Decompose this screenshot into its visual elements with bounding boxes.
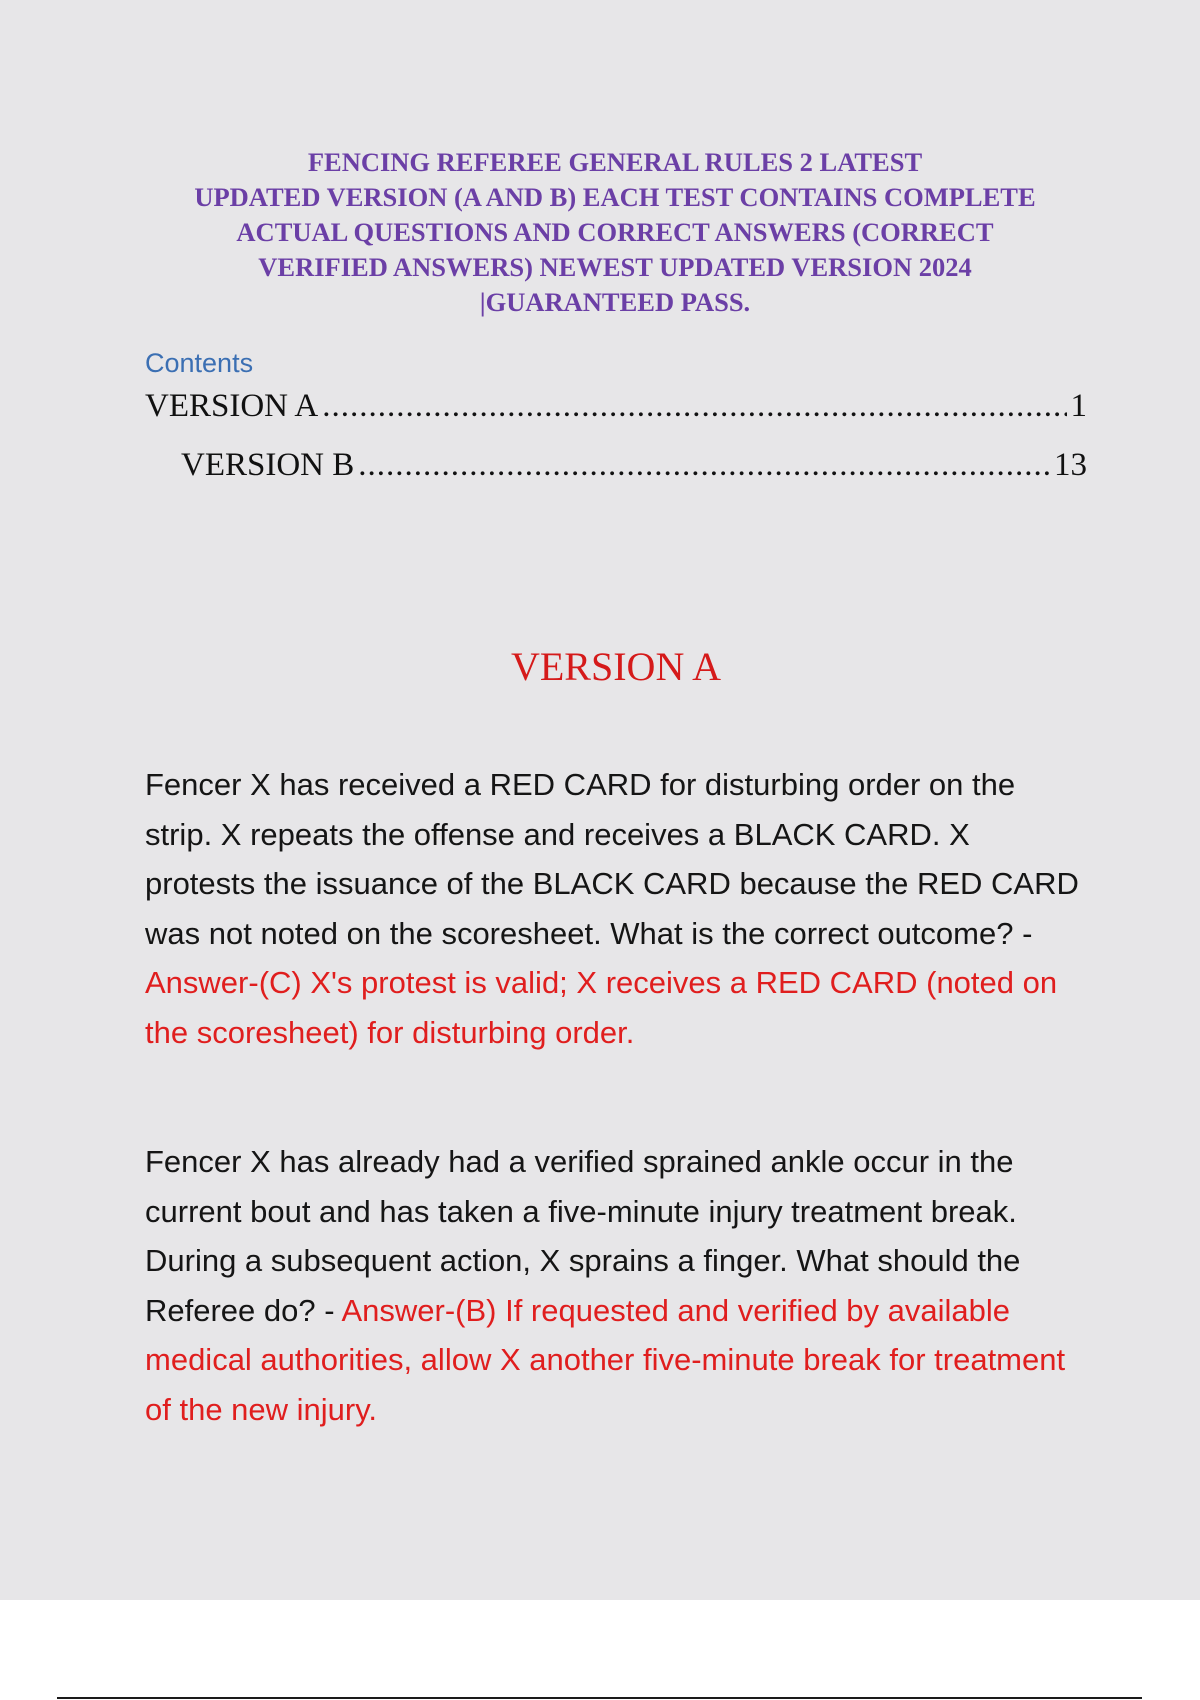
title-line: FENCING REFEREE GENERAL RULES 2 LATEST <box>307 147 923 177</box>
toc-entry-page: 1 <box>1070 388 1087 424</box>
question-block <box>145 1137 1085 1434</box>
answer-text: Answer-(C) X's protest is valid; X receives a RED CARD (noted on the scoresheet) for disturbing order. <box>145 965 1058 1050</box>
question-block <box>145 760 1085 1057</box>
title-line: UPDATED VERSION (A AND B) EACH TEST CONTAINS COMPLETE <box>194 182 1036 212</box>
toc-entry-version-a[interactable] <box>145 388 1087 428</box>
section-heading: VERSION A <box>510 644 722 689</box>
toc-entry-label: VERSION B <box>181 447 355 483</box>
answer-text: Answer-(B) If requested and verified by available medical authorities, allow X another five-minute break for treatment of the new injury. <box>145 1292 1066 1427</box>
title-line: VERIFIED ANSWERS) NEWEST UPDATED VERSION 2024 <box>258 252 972 282</box>
title-line: ACTUAL QUESTIONS AND CORRECT ANSWERS (CORRECT <box>236 217 994 247</box>
toc-entry-version-b[interactable] <box>181 447 1087 487</box>
question-text: Fencer X has already had a verified sprained ankle occur in the current bout and has taken a five-minute injury treatment break. During a subsequent action, X sprains a finger. What should the Referee do? - <box>145 1144 1021 1328</box>
toc-entry-page: 13 <box>1054 447 1087 483</box>
title-line: |GUARANTEED PASS. <box>479 287 751 317</box>
question-text: Fencer X has received a RED CARD for disturbing order on the strip. X repeats the offense and receives a BLACK CARD. X protests the issuance of the BLACK CARD because the RED CARD was not noted on the scoresheet. What is the correct outcome? - <box>145 767 1079 951</box>
document-title <box>145 145 1085 320</box>
toc-dot-leader <box>322 388 1066 425</box>
toc-entry-label: VERSION A <box>145 388 319 424</box>
page-divider <box>57 1697 1142 1699</box>
contents-heading: Contents <box>145 348 254 378</box>
toc-dot-leader <box>358 447 1050 484</box>
